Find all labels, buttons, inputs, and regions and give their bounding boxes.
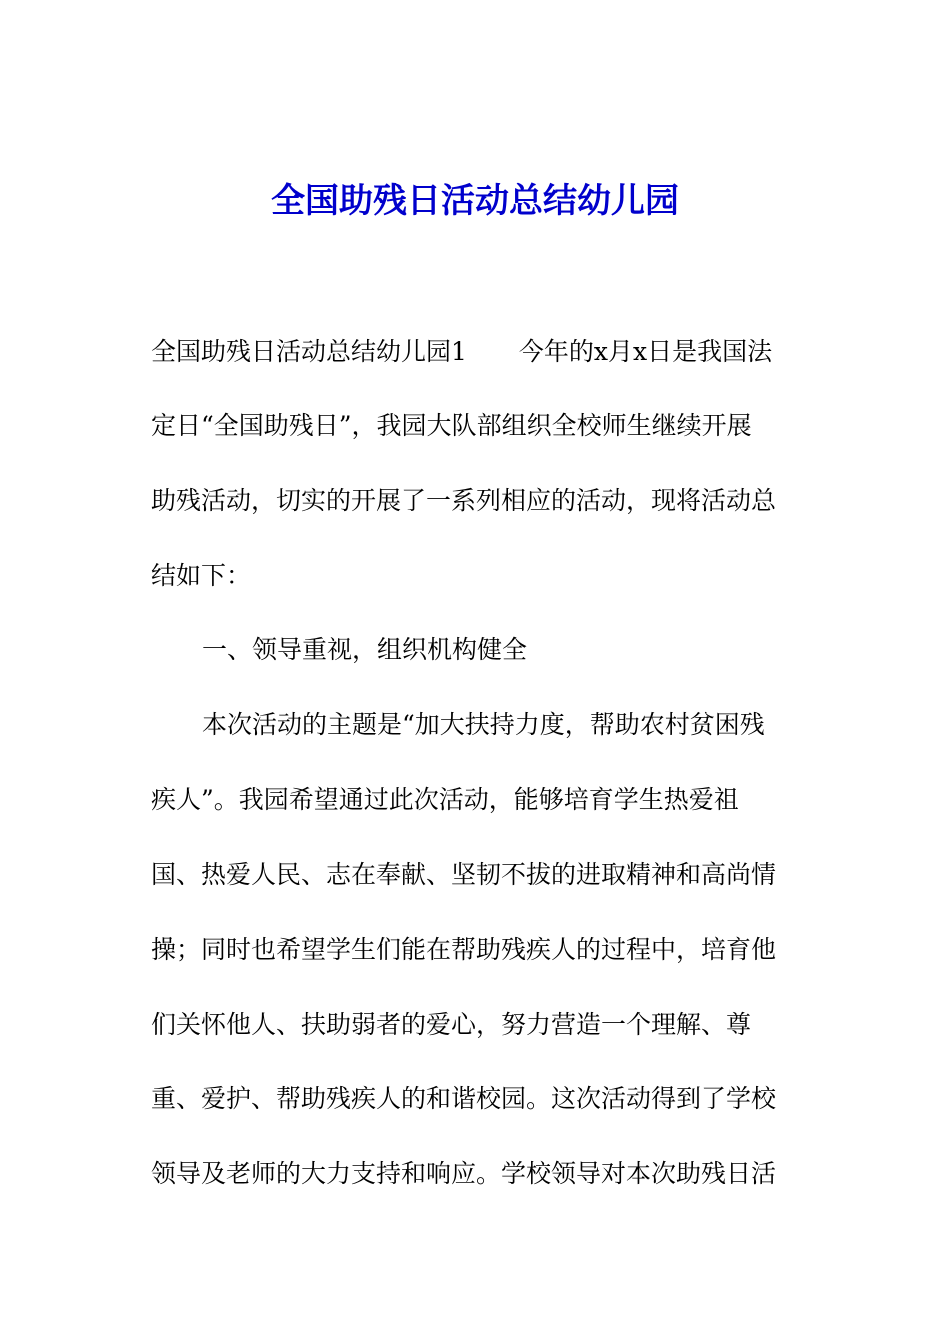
paragraph-line-5: 们关怀他人、扶助弱者的爱心，努力营造一个理解、尊 (151, 1010, 752, 1039)
intro-heading: 全国助残日活动总结幼儿园1 (151, 337, 467, 366)
paragraph-line-6: 重、爱护、帮助残疾人的和谐校园。这次活动得到了学校 (151, 1084, 777, 1113)
paragraph-line-7: 领导及老师的大力支持和响应。学校领导对本次助残日活 (151, 1159, 777, 1188)
paragraph-line-2: 疾人”。我园希望通过此次活动，能够培育学生热爱祖 (151, 785, 739, 814)
intro-line-1 (151, 334, 811, 370)
intro-line-4: 结如下： (151, 561, 252, 590)
paragraph-line-4: 操；同时也希望学生们能在帮助残疾人的过程中，培育他 (151, 935, 777, 964)
paragraph-line-3: 国、热爱人民、志在奉献、坚韧不拔的进取精神和高尚情 (151, 860, 777, 889)
section-1-heading: 一、领导重视，组织机构健全 (202, 635, 528, 664)
intro-line-2: 定日“全国助残日”，我园大队部组织全校师生继续开展 (151, 411, 752, 440)
paragraph-line-1: 本次活动的主题是“加大扶持力度，帮助农村贫困残 (202, 710, 765, 739)
intro-line-3: 助残活动，切实的开展了一系列相应的活动，现将活动总 (151, 486, 777, 515)
intro-line-1-text: 今年的x月x日是我国法 (518, 337, 773, 366)
document-title: 全国助残日活动总结幼儿园 (271, 181, 679, 221)
